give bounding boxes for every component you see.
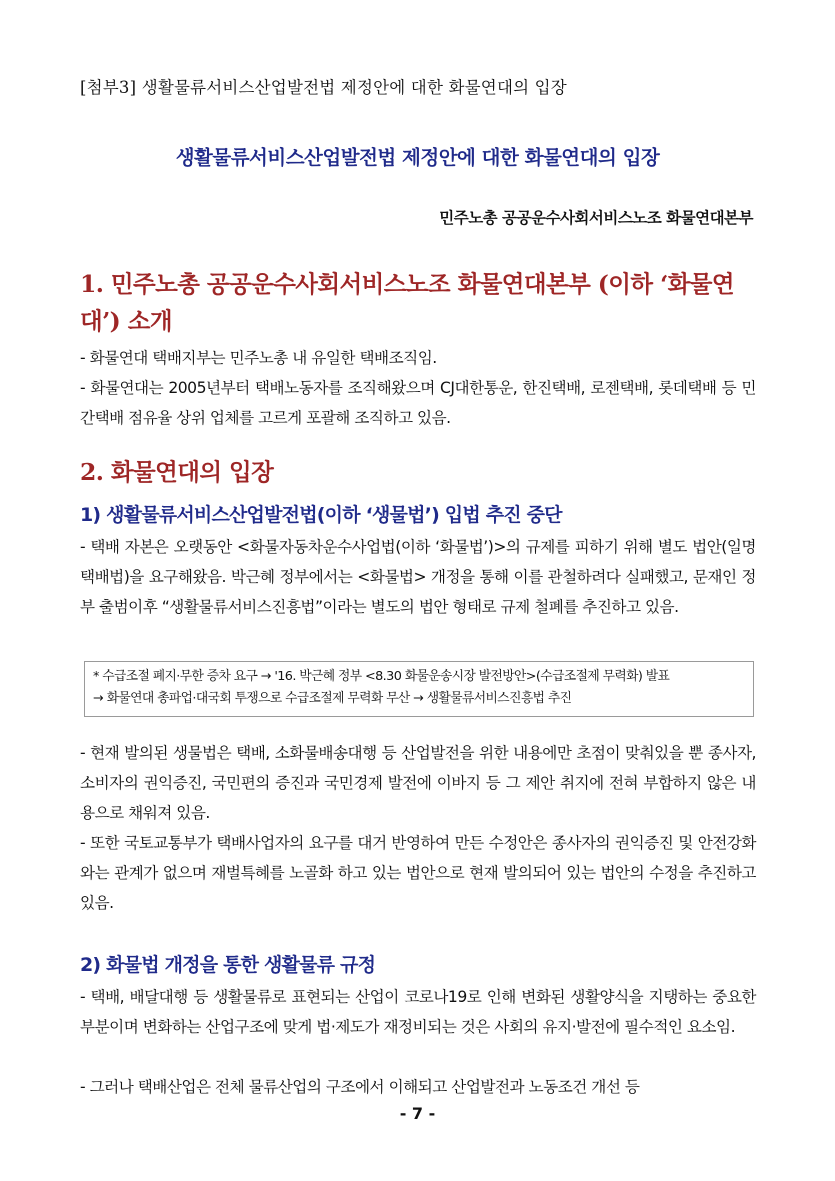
note-line-1: * 수급조절 폐지·무한 증차 요구 → '16. 박근혜 정부 <8.30 화물운송시장 발전방안>(수급조절제 무력화) 발표 xyxy=(93,669,670,684)
note-line-2: → 화물연대 총파업·대국회 투쟁으로 수급조절제 무력화 무산 → 생활물류서비스진흥법 추진 xyxy=(93,691,572,706)
section-1-paragraph-2: - 화물연대는 2005년부터 택배노동자를 조직해왔으며 CJ대한통운, 한진택배, 로젠택배, 롯데택배 등 민간택배 점유율 상위 업체를 고르게 포괄해 조직하고 있음. xyxy=(80,379,756,427)
section-2-heading: 2. 화물연대의 입장 xyxy=(80,458,274,486)
document-title: 생활물류서비스산업발전법 제정안에 대한 화물연대의 입장 xyxy=(175,146,660,169)
page-number: - 7 - xyxy=(399,1104,436,1123)
subsection-1-paragraph-3: - 또한 국토교통부가 택배사업자의 요구를 대거 반영하여 만든 수정안은 종사자의 권익증진 및 안전강화와는 관계가 없으며 재벌특혜를 노골화 하고 있는 법안으로 현재 발의되어 있는 법안의 수정을 추진하고 있음. xyxy=(80,834,756,912)
subsection-1-paragraph-1: - 택배 자본은 오랫동안 <화물자동차운수사업법(이하 ‘화물법’)>의 규제를 피하기 위해 별도 법안(일명 택배법)을 요구해왔음. 박근혜 정부에서는 <화물법> 개정을 통해 이를 관철하려다 실패했고, 문재인 정부 출범이후 “생활물류서비스진흥법”이라는 별도의 법안 형태로 규제 철폐를 추진하고 있음. xyxy=(80,538,756,616)
section-1-heading: 1. 민주노총 공공운수사회서비스노조 화물연대본부 (이하 ‘화물연대’) 소개 xyxy=(80,270,734,335)
subsection-2-paragraph-2: - 그러나 택배산업은 전체 물류산업의 구조에서 이해되고 산업발전과 노동조건 개선 등 xyxy=(80,1078,640,1096)
organization-name: 민주노총 공공운수사회서비스노조 화물연대본부 xyxy=(439,209,753,227)
subsection-1-heading: 1) 생활물류서비스산업발전법(이하 ‘생물법’) 입법 추진 중단 xyxy=(80,504,562,526)
subsection-1-paragraph-2: - 현재 발의된 생물법은 택배, 소화물배송대행 등 산업발전을 위한 내용에만 초점이 맞춰있을 뿐 종사자, 소비자의 권익증진, 국민편의 증진과 국민경제 발전에 이바지 등 그 제안 취지에 전혀 부합하지 않은 내용으로 채워져 있음. xyxy=(80,744,756,822)
attachment-header: [첨부3] 생활물류서비스산업발전법 제정안에 대한 화물연대의 입장 xyxy=(80,78,567,97)
subsection-2-heading: 2) 화물법 개정을 통한 생활물류 규정 xyxy=(80,954,376,976)
section-1-paragraph-1: - 화물연대 택배지부는 민주노총 내 유일한 택배조직임. xyxy=(80,349,437,367)
subsection-2-paragraph-1: - 택배, 배달대행 등 생활물류로 표현되는 산업이 코로나19로 인해 변화된 생활양식을 지탱하는 중요한 부분이며 변화하는 산업구조에 맞게 법·제도가 재정비되는 것은 사회의 유지·발전에 필수적인 요소임. xyxy=(80,988,756,1036)
note-box xyxy=(84,661,754,717)
